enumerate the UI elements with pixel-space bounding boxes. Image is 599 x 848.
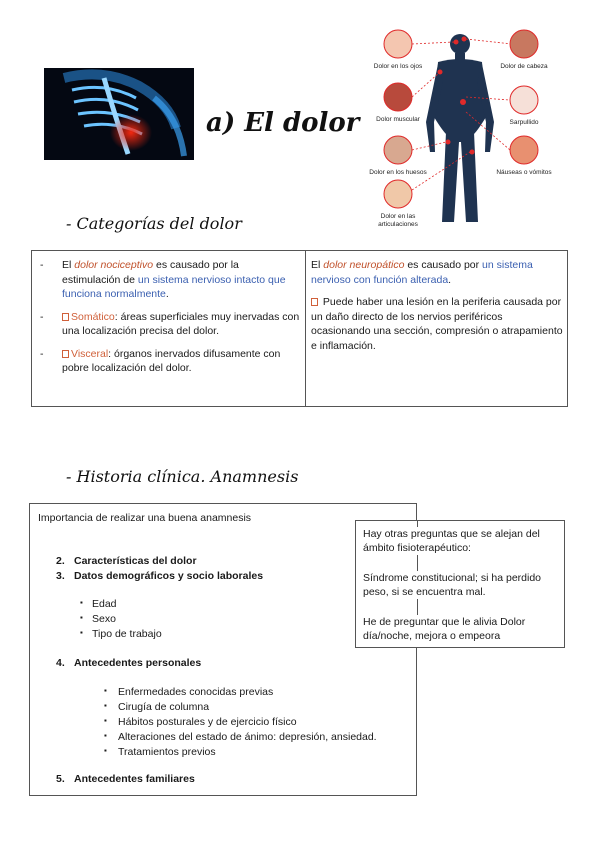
nociceptivo-item: - El dolor nociceptivo es causado por la estimulación de un sistema nervioso intacto que funciona normalmente. [40, 259, 286, 300]
label-ojos: Dolor en los ojos [373, 63, 423, 70]
note-paragraph-1: Hay otras preguntas que se alejan del ámbito fisioterapéutico: [363, 527, 561, 555]
note-paragraph-2: Síndrome constitucional; si ha perdido peso, si se encuentra mal. [363, 571, 561, 599]
anamnesis-intro: Importancia de realizar una buena anamnesis [38, 512, 252, 524]
side-note-box [355, 520, 565, 648]
list-item: ▪ Tratamientos previos [118, 746, 216, 758]
table-divider [305, 251, 306, 406]
lesion-item: Puede haber una lesión en la periferia causada por un daño directo de los nervios periféricos ocasionando una sección, compresión o atrapamiento e inflamación. [311, 296, 563, 352]
categorias-right-cell [311, 258, 563, 353]
label-nauseas: Náuseas o vómitos [496, 169, 552, 176]
checkbox-icon [62, 350, 69, 358]
categorias-table [31, 250, 568, 407]
nociceptivo-term: dolor nociceptivo [74, 259, 154, 271]
label-articulaciones-1: Dolor en las [380, 213, 416, 220]
list-item: ▪ Sexo [92, 613, 116, 625]
somatico-item: - Somático: áreas superficiales muy inervadas con una localización precisa del dolor. [40, 310, 300, 337]
item-2: 2. Características del dolor [56, 555, 197, 567]
note-paragraph-3: He de preguntar que le alivia Dolor día/noche, mejora o empeora [363, 615, 561, 643]
label-sarpullido: Sarpullido [509, 119, 539, 126]
list-item: ▪ Enfermedades conocidas previas [118, 686, 273, 698]
historia-heading: - Historia clínica. Anamnesis [66, 467, 299, 486]
list-item: ▪ Tipo de trabajo [92, 628, 162, 640]
list-item: ▪ Alteraciones del estado de ánimo: depresión, ansiedad. [118, 731, 377, 743]
categorias-heading: - Categorías del dolor [66, 214, 242, 233]
page-title: a) El dolor [206, 108, 360, 138]
visceral-item: - Visceral: órganos inervados difusamente con pobre localización del dolor. [40, 347, 281, 374]
neuropatico-item: El dolor neuropático es causado por un sistema nervioso con función alterada. [311, 259, 533, 286]
label-huesos: Dolor en los huesos [369, 169, 427, 176]
body-symptoms-diagram [360, 22, 560, 232]
checkbox-icon [311, 298, 318, 306]
xray-spine-image [44, 68, 194, 160]
label-muscular: Dolor muscular [376, 116, 420, 123]
list-item: ▪ Edad [92, 598, 117, 610]
list-item: ▪ Hábitos posturales y de ejercicio físico [118, 716, 297, 728]
item-5: 5. Antecedentes familiares [56, 773, 195, 785]
item-3: 3. Datos demográficos y socio laborales [56, 570, 264, 582]
categorias-left-cell [38, 258, 300, 384]
label-articulaciones-2: articulaciones [378, 221, 418, 228]
list-item: ▪ Cirugía de columna [118, 701, 209, 713]
label-cabeza: Dolor de cabeza [500, 63, 548, 70]
checkbox-icon [62, 313, 69, 321]
item-4: 4. Antecedentes personales [56, 657, 202, 669]
